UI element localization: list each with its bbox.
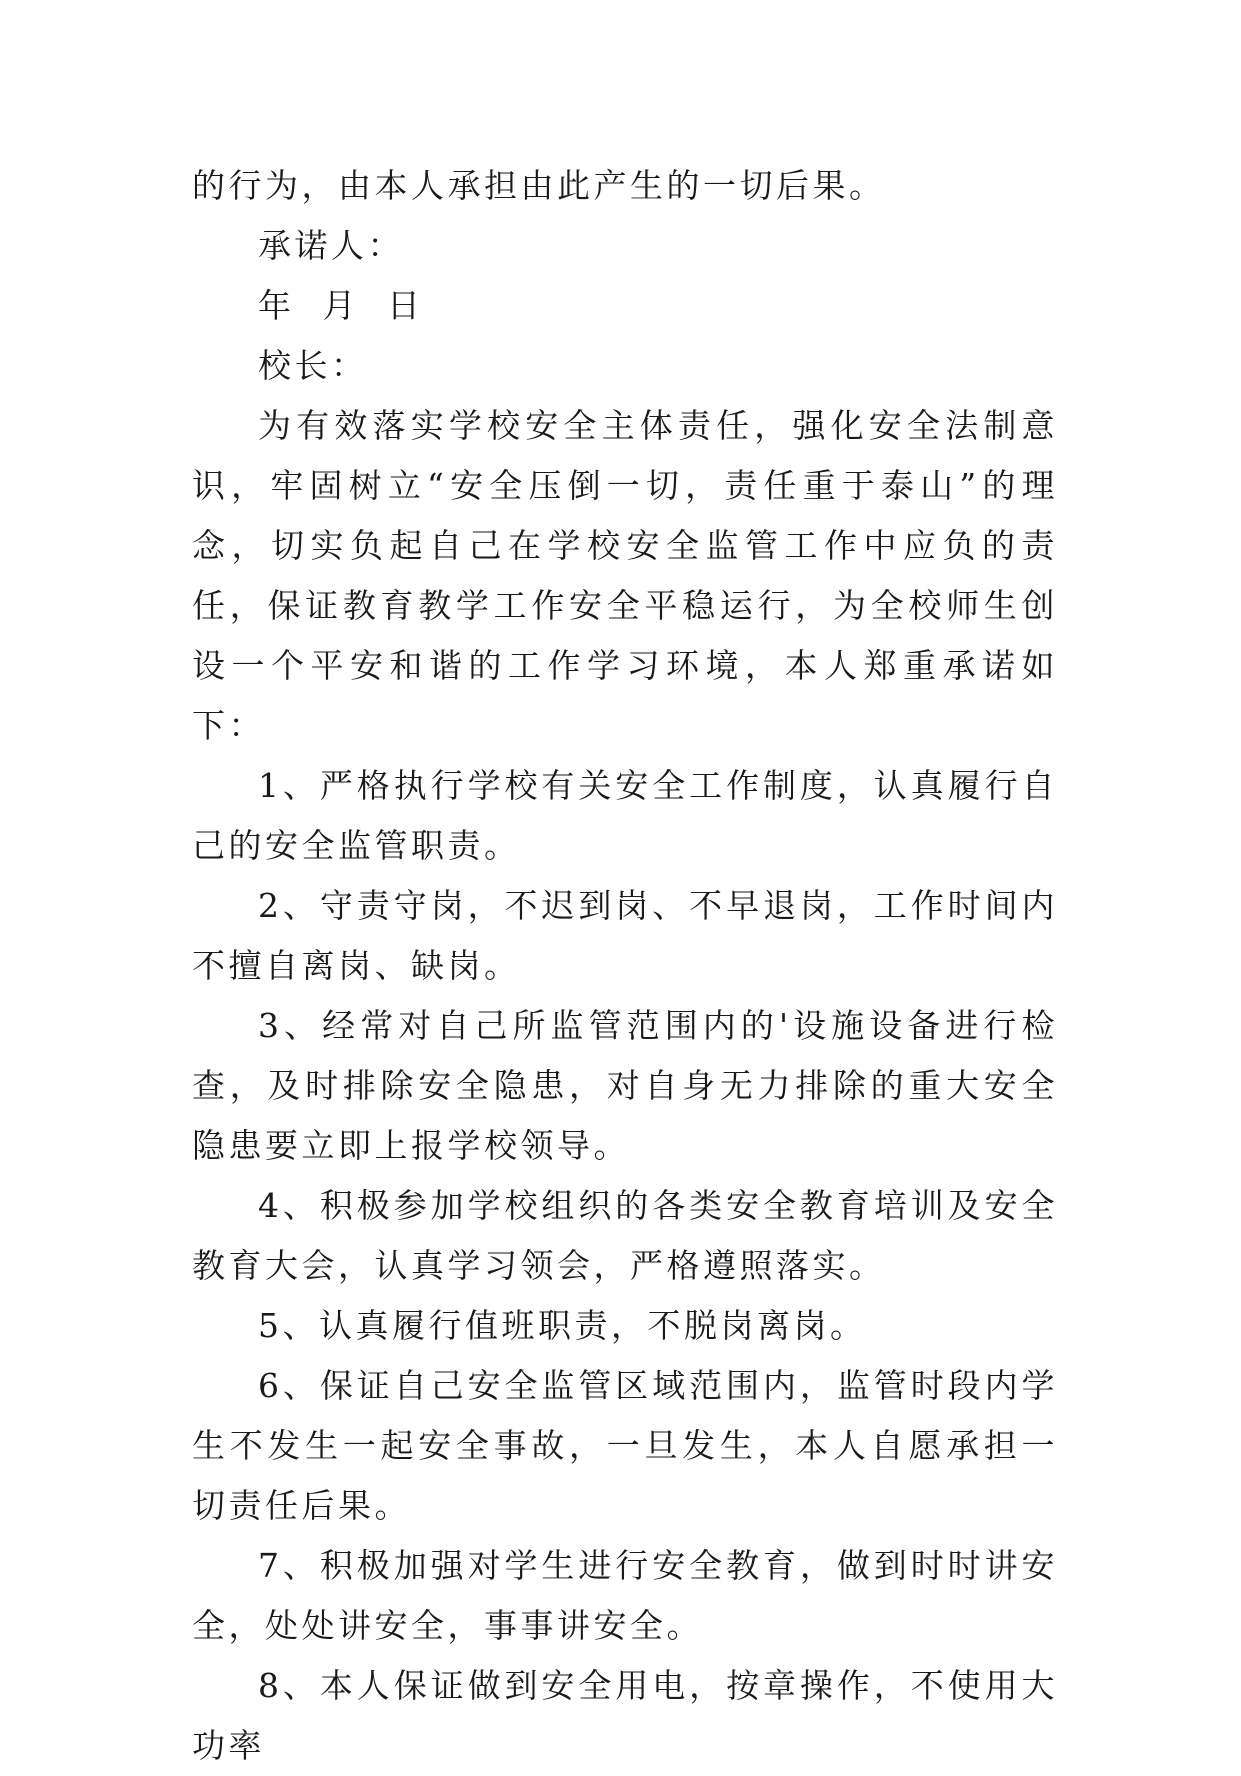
list-item: 4、积极参加学校组织的各类安全教育培训及安全教育大会，认真学习领会，严格遵照落实。 [192,1186,1058,1285]
list-item: 5、认真履行值班职责，不脱岗离岗。 [258,1306,867,1345]
paragraph-intro: 为有效落实学校安全主体责任，强化安全法制意识，牢固树立“安全压倒一切，责任重于泰山”的理念，切实负起自己在学校安全监管工作中应负的责任，保证教育教学工作安全平稳运行，为全校师生创设一个平安和谐的工作学习环境，本人郑重承诺如下： [192,406,1058,745]
list-item: 7、积极加强对学生进行安全教育，做到时时讲安全，处处讲安全，事事讲安全。 [192,1546,1058,1645]
paragraph-continuation: 的行为，由本人承担由此产生的一切后果。 [192,166,886,205]
promisor-signature-line: 承诺人： [258,226,404,265]
list-item: 1、严格执行学校有关安全工作制度，认真履行自己的安全监管职责。 [192,766,1058,865]
document-body [192,156,1058,1776]
principal-heading: 校长： [258,346,368,385]
list-item: 2、守责守岗，不迟到岗、不早退岗，工作时间内不擅自离岗、缺岗。 [192,886,1058,985]
list-item: 6、保证自己安全监管区域范围内，监管时段内学生不发生一起安全事故，一旦发生，本人自愿承担一切责任后果。 [192,1366,1058,1525]
list-item: 3、经常对自己所监管范围内的'设施设备进行检查，及时排除安全隐患，对自身无力排除的重大安全隐患要立即上报学校领导。 [192,1006,1058,1165]
date-line: 年 月 日 [258,286,424,325]
list-item: 8、本人保证做到安全用电，按章操作，不使用大功率 [192,1666,1058,1765]
